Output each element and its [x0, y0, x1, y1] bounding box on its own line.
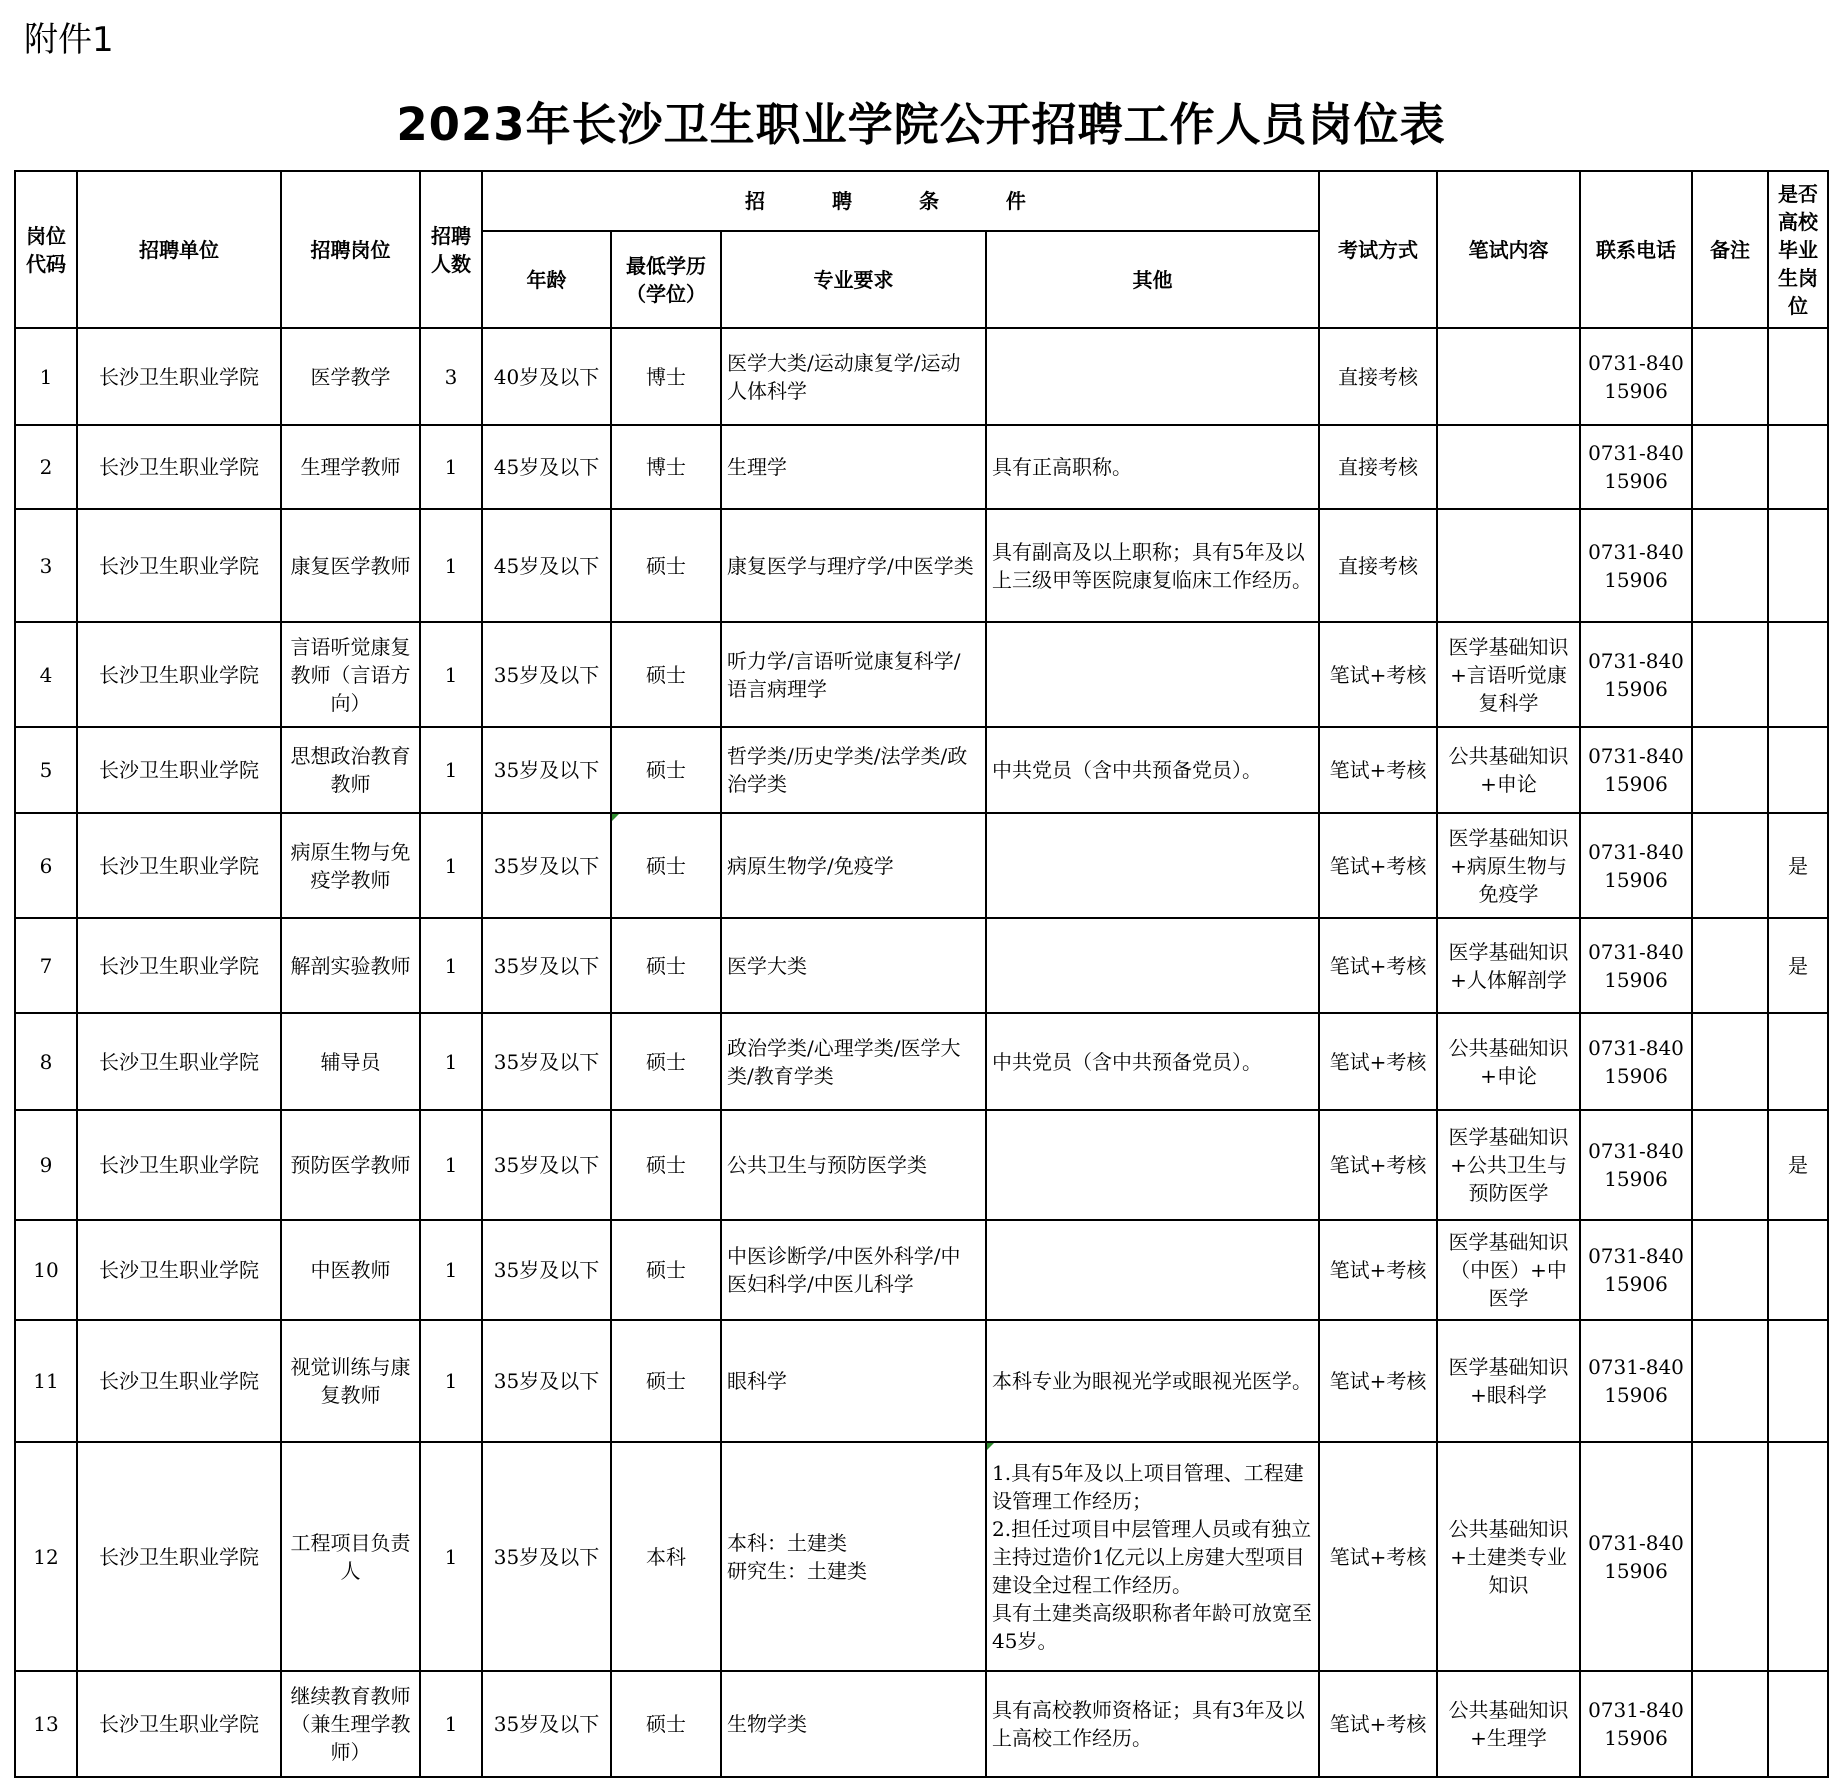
cell-written: 医学基础知识+眼科学: [1437, 1320, 1580, 1442]
cell-post: 解剖实验教师: [281, 918, 420, 1013]
cell-unit: 长沙卫生职业学院: [77, 1110, 281, 1220]
cell-major: 病原生物学/免疫学: [721, 813, 986, 918]
cell-note: [1692, 1110, 1768, 1220]
cell-age: 35岁及以下: [482, 1013, 611, 1110]
cell-written: 医学基础知识（中医）+中医学: [1437, 1220, 1580, 1320]
cell-code: 8: [15, 1013, 77, 1110]
cell-post: 言语听觉康复教师（言语方向）: [281, 622, 420, 727]
table-row: [15, 1442, 1828, 1671]
cell-grad: [1768, 727, 1828, 813]
header-post: 招聘岗位: [281, 171, 420, 328]
cell-unit: 长沙卫生职业学院: [77, 727, 281, 813]
table-row: [15, 813, 1828, 918]
table-row: [15, 727, 1828, 813]
table-row: [15, 918, 1828, 1013]
header-grad: 是否高校毕业生岗位: [1768, 171, 1828, 328]
header-exam: 考试方式: [1319, 171, 1437, 328]
cell-note: [1692, 1013, 1768, 1110]
cell-phone: 0731-84015906: [1580, 813, 1692, 918]
cell-other: [986, 1220, 1319, 1320]
cell-exam: 笔试+考核: [1319, 1320, 1437, 1442]
cell-written: 公共基础知识+生理学: [1437, 1671, 1580, 1777]
positions-table: [14, 170, 1829, 1778]
cell-major: 生物学类: [721, 1671, 986, 1777]
cell-age: 35岁及以下: [482, 727, 611, 813]
cell-post: 中医教师: [281, 1220, 420, 1320]
cell-exam: 笔试+考核: [1319, 622, 1437, 727]
cell-phone: 0731-84015906: [1580, 918, 1692, 1013]
cell-other: 本科专业为眼视光学或眼视光医学。: [986, 1320, 1319, 1442]
cell-written: 医学基础知识+人体解剖学: [1437, 918, 1580, 1013]
cell-age: 35岁及以下: [482, 918, 611, 1013]
cell-exam: 直接考核: [1319, 425, 1437, 509]
cell-code: 3: [15, 509, 77, 622]
cell-major: 听力学/言语听觉康复科学/语言病理学: [721, 622, 986, 727]
cell-exam: 笔试+考核: [1319, 1442, 1437, 1671]
cell-phone: 0731-84015906: [1580, 328, 1692, 425]
cell-post: 视觉训练与康复教师: [281, 1320, 420, 1442]
cell-other: [986, 622, 1319, 727]
cell-exam: 笔试+考核: [1319, 727, 1437, 813]
cell-age: 35岁及以下: [482, 1442, 611, 1671]
header-age: 年龄: [482, 231, 611, 328]
cell-note: [1692, 1442, 1768, 1671]
cell-other: 中共党员（含中共预备党员）。: [986, 727, 1319, 813]
cell-major: 公共卫生与预防医学类: [721, 1110, 986, 1220]
cell-count: 1: [420, 813, 482, 918]
cell-phone: 0731-84015906: [1580, 727, 1692, 813]
header-other: 其他: [986, 231, 1319, 328]
header-count: 招聘人数: [420, 171, 482, 328]
cell-count: 1: [420, 622, 482, 727]
cell-unit: 长沙卫生职业学院: [77, 918, 281, 1013]
cell-grad: [1768, 1320, 1828, 1442]
cell-age: 35岁及以下: [482, 813, 611, 918]
cell-count: 3: [420, 328, 482, 425]
cell-post: 病原生物与免疫学教师: [281, 813, 420, 918]
cell-major: 康复医学与理疗学/中医学类: [721, 509, 986, 622]
cell-note: [1692, 918, 1768, 1013]
header-major: 专业要求: [721, 231, 986, 328]
page-title: 2023年长沙卫生职业学院公开招聘工作人员岗位表: [396, 98, 1446, 151]
cell-code: 4: [15, 622, 77, 727]
cell-code: 11: [15, 1320, 77, 1442]
cell-unit: 长沙卫生职业学院: [77, 425, 281, 509]
cell-exam: 笔试+考核: [1319, 1013, 1437, 1110]
cell-other: 具有副高及以上职称；具有5年及以上三级甲等医院康复临床工作经历。: [986, 509, 1319, 622]
header-phone: 联系电话: [1580, 171, 1692, 328]
cell-age: 40岁及以下: [482, 328, 611, 425]
cell-count: 1: [420, 1320, 482, 1442]
cell-count: 1: [420, 918, 482, 1013]
cell-post: 康复医学教师: [281, 509, 420, 622]
cell-exam: 直接考核: [1319, 509, 1437, 622]
cell-age: 35岁及以下: [482, 1320, 611, 1442]
cell-code: 2: [15, 425, 77, 509]
cell-edu: 博士: [611, 328, 721, 425]
cell-unit: 长沙卫生职业学院: [77, 1013, 281, 1110]
cell-grad: 是: [1768, 918, 1828, 1013]
cell-code: 1: [15, 328, 77, 425]
cell-age: 35岁及以下: [482, 622, 611, 727]
cell-count: 1: [420, 727, 482, 813]
table-row: [15, 509, 1828, 622]
cell-written: 医学基础知识+病原生物与免疫学: [1437, 813, 1580, 918]
cell-grad: [1768, 1013, 1828, 1110]
cell-phone: 0731-84015906: [1580, 622, 1692, 727]
attachment-label: 附件1: [24, 20, 114, 60]
cell-major: 政治学类/心理学类/医学大类/教育学类: [721, 1013, 986, 1110]
cell-note: [1692, 509, 1768, 622]
table-row: [15, 425, 1828, 509]
header-note: 备注: [1692, 171, 1768, 328]
cell-major: 哲学类/历史学类/法学类/政治学类: [721, 727, 986, 813]
table-row: [15, 1013, 1828, 1110]
cell-count: 1: [420, 1220, 482, 1320]
cell-written: 医学基础知识+言语听觉康复科学: [1437, 622, 1580, 727]
cell-written: 公共基础知识+土建类专业知识: [1437, 1442, 1580, 1671]
header-written: 笔试内容: [1437, 171, 1580, 328]
cell-note: [1692, 1671, 1768, 1777]
cell-age: 45岁及以下: [482, 509, 611, 622]
cell-count: 1: [420, 1013, 482, 1110]
cell-written: 公共基础知识+申论: [1437, 1013, 1580, 1110]
cell-note: [1692, 1320, 1768, 1442]
cell-phone: 0731-84015906: [1580, 1671, 1692, 1777]
cell-major: 生理学: [721, 425, 986, 509]
cell-exam: 笔试+考核: [1319, 1671, 1437, 1777]
cell-note: [1692, 328, 1768, 425]
cell-edu: 硕士: [611, 918, 721, 1013]
cell-written: 医学基础知识+公共卫生与预防医学: [1437, 1110, 1580, 1220]
cell-code: 7: [15, 918, 77, 1013]
table-row: [15, 622, 1828, 727]
cell-other: [986, 1110, 1319, 1220]
cell-major: 中医诊断学/中医外科学/中医妇科学/中医儿科学: [721, 1220, 986, 1320]
cell-code: 5: [15, 727, 77, 813]
cell-code: 13: [15, 1671, 77, 1777]
cell-written: [1437, 328, 1580, 425]
cell-grad: [1768, 1671, 1828, 1777]
cell-other: [986, 918, 1319, 1013]
header-edu: 最低学历（学位）: [611, 231, 721, 328]
cell-major: 本科：土建类 研究生：土建类: [721, 1442, 986, 1671]
cell-edu: 硕士: [611, 1320, 721, 1442]
cell-edu: 硕士: [611, 727, 721, 813]
table-row: [15, 1671, 1828, 1777]
cell-exam: 笔试+考核: [1319, 1110, 1437, 1220]
cell-grad: [1768, 622, 1828, 727]
cell-phone: 0731-84015906: [1580, 509, 1692, 622]
cell-age: 45岁及以下: [482, 425, 611, 509]
cell-grad: [1768, 509, 1828, 622]
cell-other: 具有正高职称。: [986, 425, 1319, 509]
cell-unit: 长沙卫生职业学院: [77, 509, 281, 622]
cell-other: [986, 813, 1319, 918]
cell-edu: 硕士: [611, 509, 721, 622]
cell-phone: 0731-84015906: [1580, 425, 1692, 509]
cell-grad: [1768, 425, 1828, 509]
table-body: [15, 328, 1828, 1777]
cell-phone: 0731-84015906: [1580, 1013, 1692, 1110]
cell-exam: 笔试+考核: [1319, 918, 1437, 1013]
header-unit: 招聘单位: [77, 171, 281, 328]
cell-unit: 长沙卫生职业学院: [77, 1671, 281, 1777]
cell-other: 中共党员（含中共预备党员）。: [986, 1013, 1319, 1110]
cell-note: [1692, 1220, 1768, 1320]
cell-note: [1692, 727, 1768, 813]
cell-edu: 硕士: [611, 1220, 721, 1320]
cell-exam: 笔试+考核: [1319, 1220, 1437, 1320]
cell-grad: [1768, 1442, 1828, 1671]
cell-written: [1437, 509, 1580, 622]
cell-count: 1: [420, 1110, 482, 1220]
cell-other: 具有高校教师资格证；具有3年及以上高校工作经历。: [986, 1671, 1319, 1777]
cell-grad: [1768, 328, 1828, 425]
cell-unit: 长沙卫生职业学院: [77, 328, 281, 425]
cell-age: 35岁及以下: [482, 1671, 611, 1777]
header-code: 岗位代码: [15, 171, 77, 328]
cell-count: 1: [420, 1671, 482, 1777]
cell-code: 10: [15, 1220, 77, 1320]
cell-major: 医学大类: [721, 918, 986, 1013]
cell-grad: 是: [1768, 813, 1828, 918]
cell-unit: 长沙卫生职业学院: [77, 622, 281, 727]
table-row: [15, 328, 1828, 425]
cell-note: [1692, 622, 1768, 727]
cell-post: 辅导员: [281, 1013, 420, 1110]
cell-post: 工程项目负责人: [281, 1442, 420, 1671]
cell-post: 继续教育教师（兼生理学教师）: [281, 1671, 420, 1777]
cell-written: [1437, 425, 1580, 509]
cell-unit: 长沙卫生职业学院: [77, 813, 281, 918]
table-row: [15, 1110, 1828, 1220]
cell-grad: [1768, 1220, 1828, 1320]
cell-post: 思想政治教育教师: [281, 727, 420, 813]
cell-phone: 0731-84015906: [1580, 1220, 1692, 1320]
cell-edu: 硕士: [611, 813, 721, 918]
table-row: [15, 1320, 1828, 1442]
cell-code: 9: [15, 1110, 77, 1220]
cell-unit: 长沙卫生职业学院: [77, 1220, 281, 1320]
cell-code: 6: [15, 813, 77, 918]
cell-note: [1692, 425, 1768, 509]
cell-edu: 硕士: [611, 1013, 721, 1110]
cell-age: 35岁及以下: [482, 1220, 611, 1320]
cell-exam: 直接考核: [1319, 328, 1437, 425]
cell-post: 医学教学: [281, 328, 420, 425]
cell-written: 公共基础知识+申论: [1437, 727, 1580, 813]
cell-count: 1: [420, 425, 482, 509]
cell-code: 12: [15, 1442, 77, 1671]
cell-note: [1692, 813, 1768, 918]
cell-unit: 长沙卫生职业学院: [77, 1320, 281, 1442]
cell-phone: 0731-84015906: [1580, 1110, 1692, 1220]
cell-edu: 博士: [611, 425, 721, 509]
cell-other: 1.具有5年及以上项目管理、工程建设管理工作经历； 2.担任过项目中层管理人员或有独立主持过造价1亿元以上房建大型项目建设全过程工作经历。 具有土建类高级职称者年龄可放宽至45岁。: [986, 1442, 1319, 1671]
cell-grad: 是: [1768, 1110, 1828, 1220]
cell-edu: 硕士: [611, 1671, 721, 1777]
cell-post: 生理学教师: [281, 425, 420, 509]
cell-major: 眼科学: [721, 1320, 986, 1442]
cell-phone: 0731-84015906: [1580, 1442, 1692, 1671]
cell-major: 医学大类/运动康复学/运动人体科学: [721, 328, 986, 425]
cell-edu: 本科: [611, 1442, 721, 1671]
cell-exam: 笔试+考核: [1319, 813, 1437, 918]
cell-post: 预防医学教师: [281, 1110, 420, 1220]
cell-other: [986, 328, 1319, 425]
header-conditions: 招 聘 条 件: [482, 171, 1319, 231]
cell-edu: 硕士: [611, 1110, 721, 1220]
cell-phone: 0731-84015906: [1580, 1320, 1692, 1442]
cell-count: 1: [420, 509, 482, 622]
cell-count: 1: [420, 1442, 482, 1671]
table-row: [15, 1220, 1828, 1320]
cell-age: 35岁及以下: [482, 1110, 611, 1220]
cell-edu: 硕士: [611, 622, 721, 727]
cell-unit: 长沙卫生职业学院: [77, 1442, 281, 1671]
